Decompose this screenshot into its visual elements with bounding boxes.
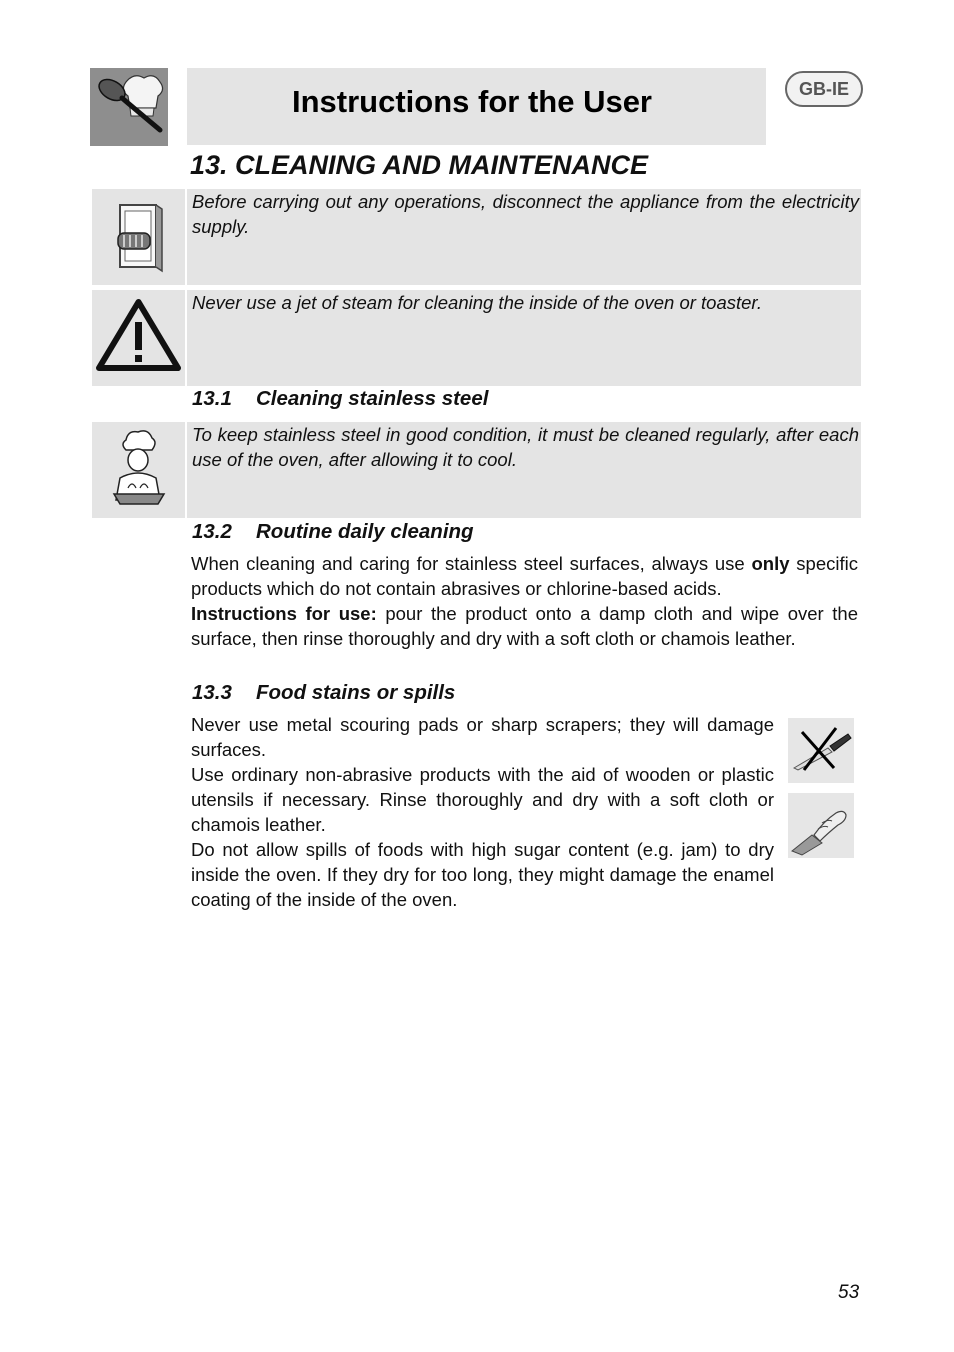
note-icon-cell: [92, 422, 185, 518]
subsection-number: 13.2: [192, 520, 232, 543]
chef-icon: [92, 422, 185, 518]
note-text: Before carrying out any operations, disconnect the appliance from the electricity supply.: [192, 191, 859, 237]
note-icon-cell: [92, 189, 185, 285]
page-header-title: Instructions for the User: [292, 84, 652, 119]
text-run: When cleaning and caring for stainless steel surfaces, always use: [191, 553, 752, 574]
paragraph: Never use metal scouring pads or sharp scrapers; they will damage surfaces.: [191, 714, 774, 760]
header-bar: [187, 68, 766, 145]
page-number: 53: [838, 1282, 860, 1303]
subsection-title: Cleaning stainless steel: [256, 387, 489, 410]
routine-cleaning-body: [191, 551, 858, 651]
text-run: specific products which do not contain abrasives or chlorine-based acids.: [191, 553, 858, 599]
language-badge: GB-IE: [785, 71, 863, 107]
paragraph: Use ordinary non-abrasive products with the aid of wooden or plastic utensils if necessary. Rinse thoroughly and dry with a soft cloth or chamois leather.: [191, 764, 774, 835]
note-stainless-steel: [187, 422, 861, 518]
subsection-title: Food stains or spills: [256, 681, 456, 704]
power-socket-icon: [92, 189, 185, 285]
note-text: To keep stainless steel in good condition, it must be cleaned regularly, after each use of the oven, after allowing it to cool.: [192, 424, 859, 470]
paragraph: [191, 551, 858, 601]
no-knife-icon: [788, 718, 854, 783]
note-icon-cell: [92, 290, 185, 386]
subsection-title: Routine daily cleaning: [256, 520, 474, 543]
text-run: pour the product onto a damp cloth and wipe over the surface, then rinse thoroughly and dry with a soft cloth or chamois leather.: [191, 603, 858, 649]
subsection-heading-13-1: [192, 387, 488, 411]
paragraph: Do not allow spills of foods with high sugar content (e.g. jam) to dry inside the oven. If they dry for too long, they might damage the enamel coating of the inside of the oven.: [191, 839, 774, 910]
subsection-number: 13.1: [192, 387, 232, 410]
chef-spoon-logo-icon: [90, 68, 168, 146]
food-stains-body: [191, 712, 774, 912]
warning-triangle-icon: [92, 290, 185, 386]
note-disconnect: [187, 189, 861, 285]
text-run-bold: only: [751, 553, 790, 574]
subsection-number: 13.3: [192, 681, 232, 704]
section-title: 13. CLEANING AND MAINTENANCE: [190, 150, 649, 180]
note-text: Never use a jet of steam for cleaning the inside of the oven or toaster.: [192, 292, 763, 313]
paragraph: [191, 601, 858, 651]
subsection-heading-13-2: [192, 520, 474, 544]
note-steam: [187, 290, 861, 386]
wooden-spatula-icon: [788, 793, 854, 858]
subsection-heading-13-3: [192, 681, 455, 705]
text-run-bold: Instructions for use:: [191, 603, 377, 624]
